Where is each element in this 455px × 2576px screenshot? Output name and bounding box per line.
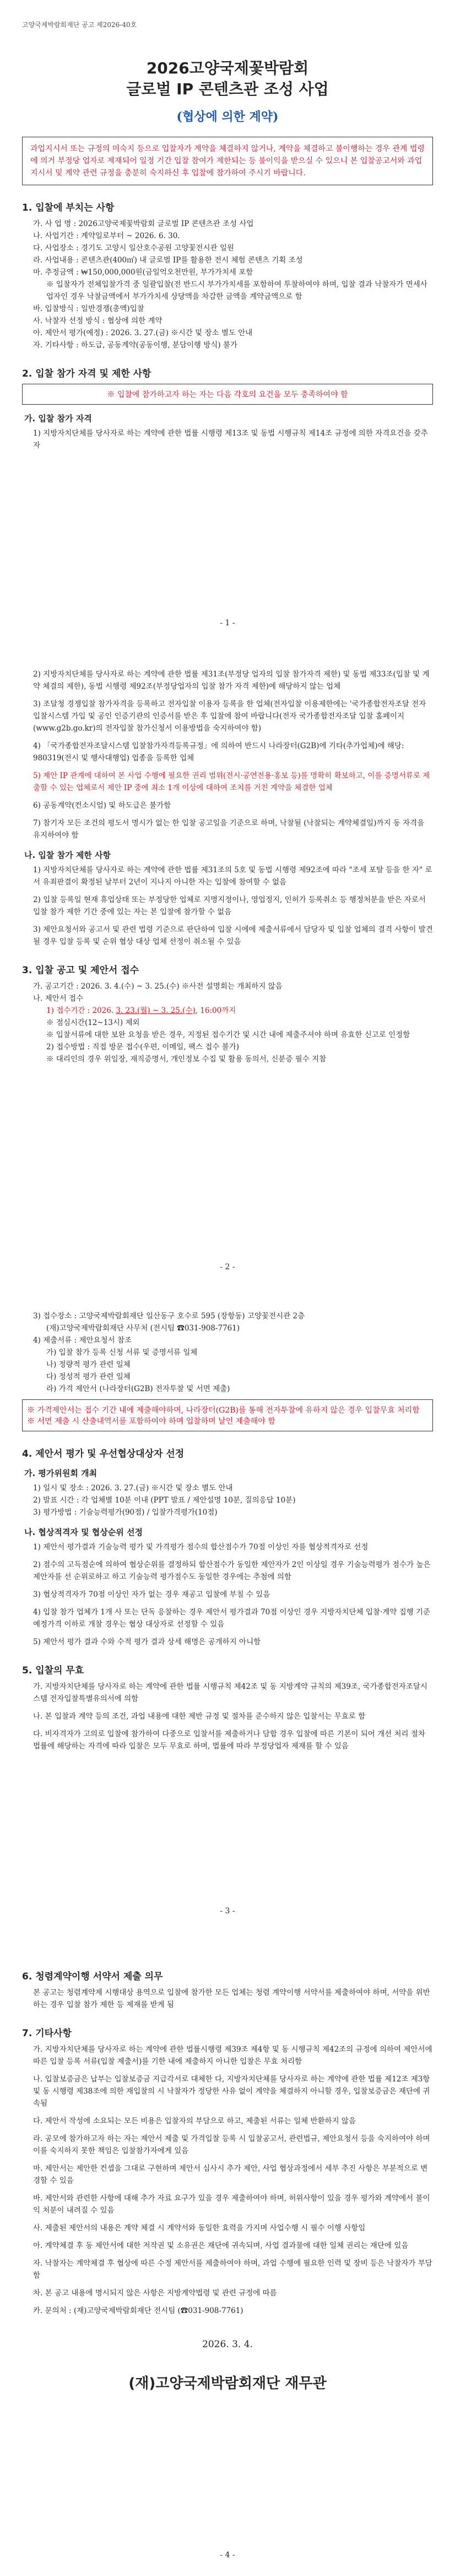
s3-line: 4) 제출서류 : 제안요청서 참조 [33,1336,132,1345]
s1-line: 라. 사업내용 : 콘텐츠관(400㎡) 내 글로벌 IP를 활용한 전시 체험 콘텐츠 기획 조성 [33,256,303,265]
s1-line: 나. 사업기간 : 계약일로부터 ~ 2026. 6. 30. [33,232,180,240]
section-4-heading: 4. 제안서 평가 및 우선협상대상자 선정 [22,1448,185,1459]
s7-item: 자. 낙찰자는 계약체결 후 협상에 따른 수정 제안서를 제출하여야 하며, 과업 수행에 필요한 인력 및 장비 등은 낙찰자가 부담함 [33,2259,432,2280]
s3-line: 가. 공고기간 : 2026. 3. 4.(수) ~ 3. 25.(수) ※사전 설명회는 개최하지 않음 [33,982,283,991]
s7-item: 가. 지방자치단체를 당사자로 하는 계약에 관한 법률시행령 제39조 제4항 및 동 시행규칙 제42조의 규정에 의하여 제안서에 따른 입찰 등록 서류(입찰 제출서)를 기한 내에 제출하지 아니한 입찰은 무효 처리함 [33,2045,432,2066]
s4a-line: 2) 발표 시간 : 각 업체별 10분 이내 (PPT 발표 / 제안설명 10분, 질의응답 10분) [33,1496,296,1505]
s2a-item: 6) 공동계약(컨소시엄) 및 하도급은 불가함 [33,801,171,810]
section-4a-heading: 가. 평가위원회 개최 [24,1468,98,1478]
s2a-item: 2) 지방자치단체를 당사자로 하는 계약에 관한 법률 제31조(부정당 업자의 입찰 참가자격 제한) 및 동법 제33조(입찰 및 계약 체결의 제한), 동법 시행령 제92조(부정당업자의 입찰 참가 자격 제한)에 해당하지 않는 업체 [33,670,430,691]
page-number: - 3 - [220,1907,235,1915]
s3-line: 3) 접수장소 : 고양국제박람회재단 일산동구 호수로 595 (장항동) 고양꽃전시관 2층 [33,1312,305,1321]
s2a-item: 3) 조달청 경쟁입찰 참가자격을 등록하고 전자입찰 이용자 등록을 한 업체(전자입찰 이용제한에는 '국가종합전자조달 전자입찰시스템 가입 및 공인 인증기관의 인증서를 받은 후 입찰에 참여 바랍니다(전자 국가종합전자조달 입찰 홈페이지(www.g2b.go.kr)의 전자입찰 참가신청서 이용방법을 숙지하여야 함) [33,700,426,733]
s4b-item: 5) 제안서 평가 결과 수와 수적 평가 결과 상세 해명은 공개하지 아니함 [33,1638,261,1646]
doc-subtitle: (협상에 의한 계약) [176,110,279,124]
section-1-heading: 1. 입찰에 부치는 사항 [22,202,115,213]
intro-notice-box: 과업지시서 또는 규정의 미숙지 등으로 입찰자가 계약을 체결하지 않거나, 계약을 체결하고 불이행하는 경우 관계 법령에 의거 부정당 업자로 제재되어 일정 기간 입찰 참여가 제한되는 등 불이익을 받으실 수 있으니 본 입찰공고서와 과업지시서 및 계약 관련 규정을 충분히 숙지하신 후 입찰에 참가하여 주시기 바랍니다. [22,137,433,185]
section-3-heading: 3. 입찰 공고 및 제안서 접수 [22,965,139,976]
section-7-heading: 7. 기타사항 [22,2028,72,2039]
page-3 [0,1288,455,1932]
page-4 [0,1932,455,2576]
s3-line: 라) 가격 제안서 (나라장터(G2B) 전자투찰 및 서면 제출) [46,1384,230,1393]
s5-item: 가. 지방자치단체를 당사자로 하는 계약에 관한 법률 시행규칙 제42조 및 동 지방계약 규칙의 제39조, 국가종합전자조달시스템 전자입찰특별유의서에 의함 [33,1682,427,1703]
section-2a-heading: 가. 입찰 참가 자격 [24,414,92,423]
s7-item: 바. 제안서와 관련한 사항에 대해 추가 자료 요구가 있을 경우 제출하여야 하며, 허위사항이 있을 경우 평가와 계약에서 불이익 처분이 내려질 수 있음 [33,2194,430,2215]
s5-item: 나. 본 입찰과 계약 등의 조건, 과업 내용에 대한 제반 규정 및 절차를 준수하지 않은 입찰서는 무효로 함 [33,1712,366,1721]
section-2b-heading: 나. 입찰 참가 제한 사항 [24,850,111,860]
s2a-item: 1) 지방자치단체를 당사자로 하는 계약에 관한 법률 시행령 제13조 및 동법 시행규칙 제14조 규정에 의한 자격요건을 갖추자 [33,429,428,450]
s7-item: 마. 제안서는 제안한 컨셉을 그대로 구현하며 제안서 심사시 추가 제안, 사업 협상과정에서 세부 추진 사항은 부분적으로 변경할 수 있음 [33,2164,428,2185]
s1-line: 사. 낙찰자 선정 방식 : 협상에 의한 계약 [33,316,162,325]
doc-title [22,58,433,100]
s3-line: 나. 제안서 접수 [33,994,84,1003]
s1-line: 다. 사업장소 : 경기도 고양시 일산호수공원 고양꽃전시관 일원 [33,244,234,253]
s5-item: 다. 비자격자가 고의로 입찰에 참가하여 다중으로 입찰서를 제출하거나 담합 경우 입찰에 따른 기본이 되어 개선 처리 절차 법률에 해당하는 자격에 따라 입찰은 모두 무효로 하며, 법률에 따라 부정당업자 제재를 할 수 있음 [33,1730,425,1751]
s2b-item: 1) 지방자치단체를 당사자로 하는 계약에 관한 법률 제31조의 5호 및 동법 시행령 제92조에 따라 "조세 포탈 등을 한 자" 로서 유죄판결이 확정된 날부터 2년이 지나지 아니한 자는 입찰에 참여할 수 없음 [33,866,432,887]
s2b-item: 3) 제안요청서와 공고서 및 관련 법령 기준으로 판단하여 입찰 시에에 제출서류에서 담당자 및 입찰 업체의 결격 사항이 발견될 경우 입찰 등록 및 순위 협상 대상 업체 선정이 취소될 수 있음 [33,925,433,946]
s7-item: 차. 본 공고 내용에 명시되지 않은 사항은 지방계약법령 및 관련 규정에 따름 [33,2289,277,2298]
s3-line: 다) 정성적 평가 관련 일체 [46,1372,131,1381]
s7-item: 라. 공모에 참가하고자 하는 자는 제안서 제출 및 가격입찰 등록 시 입찰공고서, 관련법규, 제안요청서 등을 숙지하여야 하며 이를 숙지하지 못한 책임은 입찰참가자에게 있음 [33,2134,430,2155]
section-6-heading: 6. 청렴계약이행 서약서 제출 의무 [22,1971,163,1982]
page-2 [0,644,455,1288]
s2b-item: 2) 입찰 등록일 현재 휴업상태 또는 부정당한 업체로 지명지정이나, 영업정지, 인허가 등록취소 등 행정처분을 받은 자로서 입찰 참가 제한 기간 중에 있는 자는 본 입찰에 참가할 수 없음 [33,895,426,916]
s3-bullet: ※ 점심시간(12~13시) 제외 [46,1018,140,1027]
s4b-item: 1) 제안서 평가결과 기술능력 평가 및 가격평가 점수의 합산점수가 70점 이상인 자를 협상적격자로 선정 [33,1543,369,1552]
s3-bullet: ※ 대리인의 경우 위임장, 재직증명서, 개인정보 수집 및 활용 동의서, 신분증 필수 지참 [46,1055,327,1064]
title-line-1: 2026고양국제꽃박람회 [146,59,309,77]
section-4b-heading: 나. 협상적격자 및 협상순위 선정 [24,1527,143,1537]
s1-bullet: ※ 입찰자가 전체입찰가격 중 일괄입찰(전 반드시 부가가치세를 포함하여 투찰하여야 하며, 입찰 결과 낙찰자가 면세사업자인 경우 낙찰금액에서 부가가치세 상당액을 차감한 금액을 계약금액으로 함 [46,280,427,301]
title-line-2: 글로벌 IP 콘텐츠관 조성 사업 [126,80,329,98]
page-number: - 4 - [220,2551,235,2559]
s6-text: 본 공고는 청렴계약제 시행대상 용역으로 입찰에 참가한 모든 업체는 청렴 계약이행 서약서를 제출하여야 하며, 서약을 위반하는 경우 입찰 참가 제한 등 제재를 받게 됨 [33,1988,430,2009]
s3-line: 가) 입찰 참가 등록 신청 서류 및 증명서류 일체 [46,1348,198,1357]
page-number: - 1 - [220,619,235,627]
s2a-item: 4) 「국가종합전자조달시스템 입찰참가자격등록규정」에 의하여 반드시 나라장터(G2B)에 기타(추가업체)에 해당: 980319(전시 및 행사대행업) 업종을 등록한 업체 [33,742,404,763]
s7-item: 사. 제출된 제안서의 내용은 계약 체결 시 계약서와 동일한 효력을 가지며 사업수행 시 필수 이행 사항임 [33,2224,366,2232]
s3-price-note: ※ 가격제안서는 접수 기간 내에 제출해야하며, 나라장터(G2B)를 통해 전자투찰에 유하지 않은 경우 입찰무효 처리함 ※ 서면 제출 시 산출내역서를 포함하여야 하며 입찰하며 날인 제출해야 함 [22,1399,433,1431]
s4a-line: 3) 평가방법 : 기술능력평가(90점) / 입찰가격평가(10점) [33,1508,218,1517]
s3-bullet: ※ 입찰서류에 대한 보완 요청을 받은 경우, 지정된 접수기간 및 시간 내에 제출주셔야 하며 유효한 신고로 인정함 [46,1031,410,1039]
s4b-item: 3) 협상적격자가 70점 이상인 자가 없는 경우 재공고 입찰에 부칠 수 있음 [33,1590,270,1599]
s4b-item: 4) 입찰 참가 업체가 1개 사 또는 단독 응찰하는 경우 제안서 평가결과 70점 이상인 경우 지방자치단체 입찰·계약 집행 기준 예정가격 이하로 개찰 경우는 협상 대상자로 선정할 수 있음 [33,1608,431,1629]
s4a-line: 1) 일시 및 장소 : 2026. 3. 27.(금) ※시간 및 장소 별도 안내 [33,1484,233,1493]
s3-line: (재)고양국제박람회재단 사무처 (전시팀 ☎031-908-7761) [46,1324,240,1333]
s1-line: 바. 입찰방식 : 일반경쟁(총액)입찰 [33,304,144,313]
section-2-heading: 2. 입찰 참가 자격 및 제한 사항 [22,368,151,379]
s3-bullet: 2) 접수방법 : 직접 방문 접수(우편, 이메일, 팩스 접수 불가) [46,1043,240,1051]
receipt-dates-highlight: 3. 23.(월) ~ 3. 25.(수) [116,1006,196,1015]
section-1-lines [22,218,433,351]
s3-line: 나) 정량적 평가 관련 일체 [46,1360,131,1369]
section-5-heading: 5. 입찰의 무효 [22,1665,84,1676]
s1-line: 아. 제안서 평가(예정) : 2026. 3. 27.(금) ※시간 및 장소 별도 안내 [33,329,253,337]
sign-date: 2026. 3. 4. [202,2339,253,2350]
s7-item: 아. 계약체결 후 동 제안서에 대한 저작권 및 소유권은 재단에 귀속되며, 사업 결과물에 대한 일체 권리는 재단에 있음 [33,2241,409,2250]
s1-line: 마. 추정금액 : ₩150,000,000원(금일억오천만원, 부가가치세 포함 [33,268,253,277]
page-number: - 2 - [220,1263,235,1271]
s7-item: 나. 입찰보증금은 납부는 입찰보증금 지급각서로 대체한 다, 지방자치단체를 당사자로 하는 계약에 관한 법률 제12조 제3항 및 동 시행령 제38조에 의한 재입찰의 시 낙찰자가 정당한 사유 없이 계약을 체결하지 아니할 경우, 입찰보증금은 재단에 귀속됨 [33,2075,430,2108]
s7-item: 다. 제안서 작성에 소요되는 모든 비용은 입찰자의 부담으로 하고, 제출된 서류는 일체 반환하지 않음 [33,2117,356,2126]
s2a-item: 7) 참기자 모든 조건의 평도서 명시가 없는 한 입찰 공고일을 기준으로 하며, 낙찰될 (낙찰되는 계약체결일)까지 동 자격을 유지하여야 함 [33,819,425,840]
s2a-item: 5) 제안 IP 관계에 대하여 본 사업 수행에 필요한 권리 범위(전시·공연전용·홍보 등)를 명확히 확보하고, 이를 증명서류로 제출할 수 있는 업체로서 제안 IP 중에 최소 1개 이상에 대하여 조치를 거친 계약을 체결한 업체 [33,771,430,792]
notice-number: 고양국제박람회재단 공고 제2026-40호 [22,21,137,29]
s1-line: 가. 사 업 명 : 2026고양국제꽃박람회 글로벌 IP 콘텐츠관 조성 사업 [33,219,254,228]
s1-line: 자. 기타사항 : 하도급, 공동계약(공동이행, 분담이행 방식) 불가 [33,341,237,350]
s7-item: 카. 문의처 : (재)고양국제박람회재단 전시팀 (☎031-908-7761) [33,2306,243,2315]
page-1 [0,0,455,644]
s3-receipt-period: 1) 접수기간 : 2026. 3. 23.(월) ~ 3. 25.(수), 16:00까지 [46,1006,236,1015]
s4b-item: 2) 점수의 고득점순에 의하여 협상순위를 결정하되 합산점수가 동일한 제안자가 2인 이상일 경우 기술능력평가 점수가 높은 제안자를 선 순위로하고 하고 기술능력 평가점수도 동일한 경우에는 추첨에 의함 [33,1560,431,1581]
section-2-warning: ※ 입찰에 참가하고자 하는 자는 다음 각호의 요건을 모두 충족하여야 함 [22,384,433,405]
sign-organization: (재)고양국제박람회재단 재무관 [128,2375,327,2392]
